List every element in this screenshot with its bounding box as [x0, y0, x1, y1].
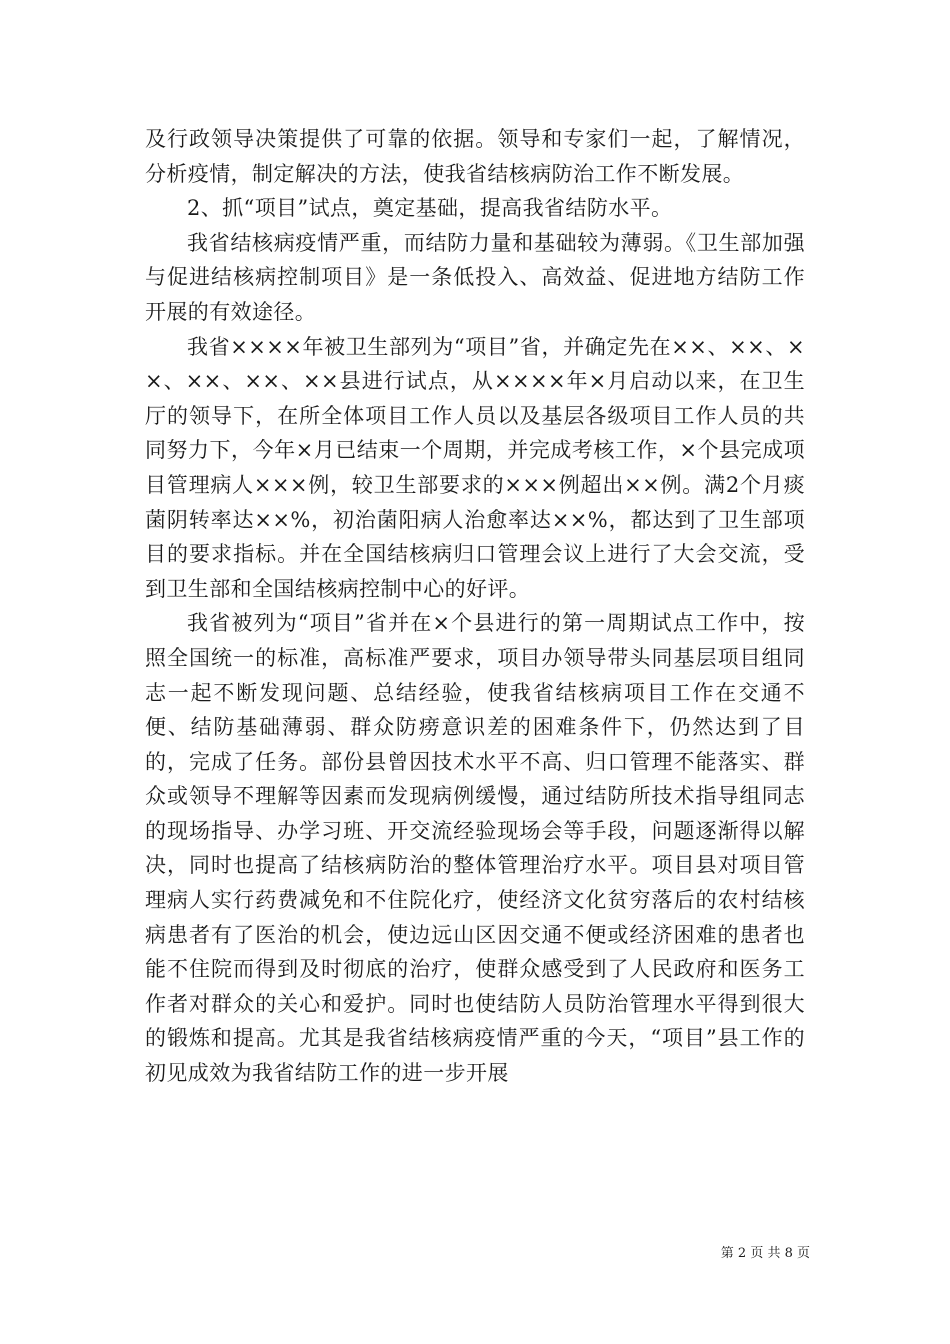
section-heading: 2、抓“项目”试点，奠定基础，提高我省结防水平。	[187, 196, 673, 221]
paragraph: 我省被列为“项目”省并在×个县进行的第一周期试点工作中，按照全国统一的标准，高标准严要求，项目办领导带头同基层项目组同志一起不断发现问题、总结经验，使我省结核病项目工作在交通不便、结防基础薄弱、群众防痨意识差的困难条件下，仍然达到了目的，完成了任务。部份县曾因技术水平不高、归口管理不能落实、群众或领导不理解等因素而发现病例缓慢，通过结防所技术指导组同志的现场指导、办学习班、开交流经验现场会等手段，问题逐渐得以解决，同时也提高了结核病防治的整体管理治疗水平。项目县对项目管理病人实行药费减免和不住院化疗，使经济文化贫穷落后的农村结核病患者有了医治的机会，使边远山区因交通不便或经济困难的患者也能不住院而得到及时彻底的治疗，使群众感受到了人民政府和医务工作者对群众的关心和爱护。同时也使结防人员防治管理水平得到很大的锻炼和提高。尤其是我省结核病疫情严重的今天，“项目”县工作的初见成效为我省结防工作的进一步开展	[145, 611, 805, 1086]
paragraph: 我省××××年被卫生部列为“项目”省，并确定先在××、××、××、××、××、××县进行试点，从××××年×月启动以来，在卫生厅的领导下，在所全体项目工作人员以及基层各级项目工作人员的共同努力下，今年×月已结束一个周期，并完成考核工作，×个县完成项目管理病人×××例，较卫生部要求的×××例超出××例。满2个月痰菌阴转率达××%，初治菌阳病人治愈率达××%，都达到了卫生部项目的要求指标。并在全国结核病归口管理会议上进行了大会交流，受到卫生部和全国结核病控制中心的好评。	[145, 334, 805, 601]
paragraph: 我省结核病疫情严重，而结防力量和基础较为薄弱。《卫生部加强与促进结核病控制项目》是一条低投入、高效益、促进地方结防工作开展的有效途径。	[145, 230, 805, 324]
document-body	[145, 122, 805, 1091]
page-number-footer: 第 2 页 共 8 页	[720, 1246, 810, 1261]
paragraph: 及行政领导决策提供了可靠的依据。领导和专家们一起，了解情况，分析疫情，制定解决的方法，使我省结核病防治工作不断发展。	[145, 127, 805, 186]
